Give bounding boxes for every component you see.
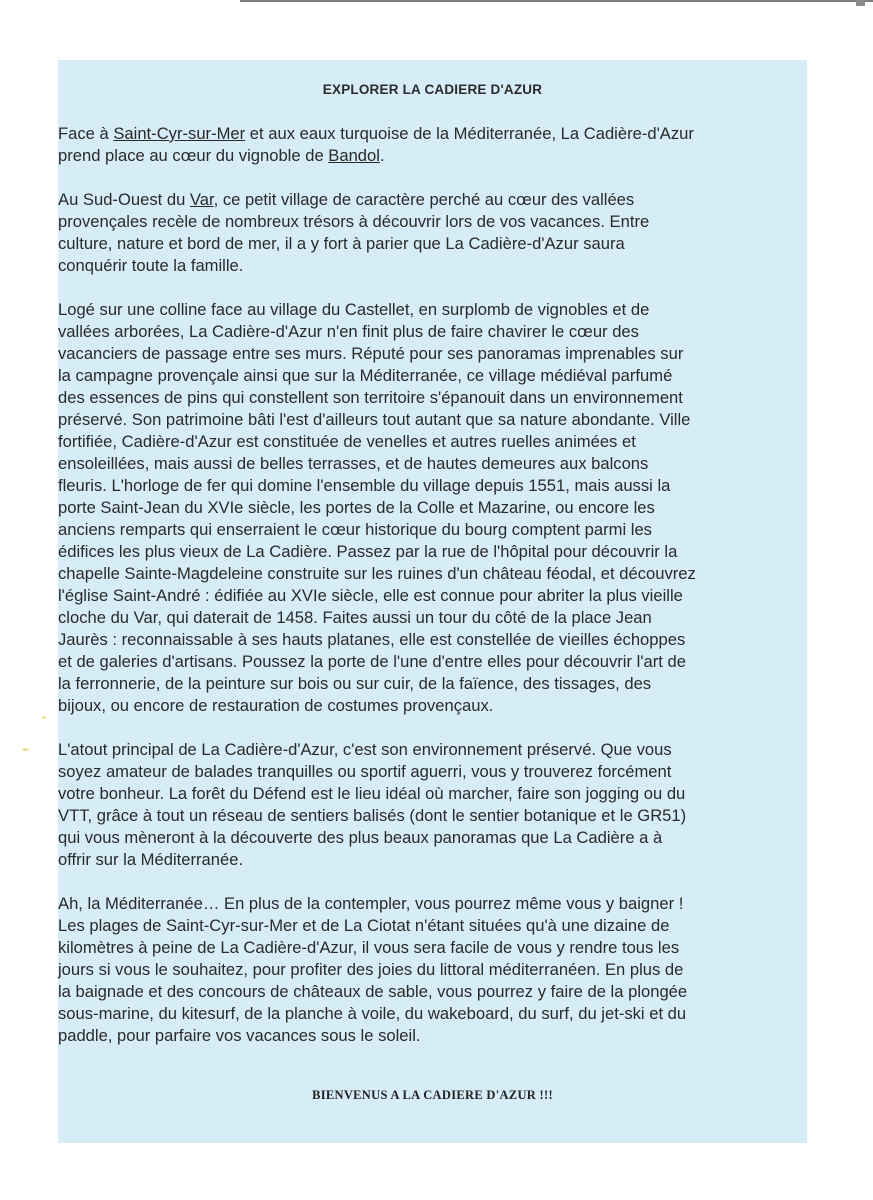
scan-edge-line — [240, 0, 873, 2]
document-footer: BIENVENUS A LA CADIERE D'AZUR !!! — [312, 1088, 553, 1102]
scan-speck — [22, 748, 29, 751]
document-body — [58, 123, 807, 1069]
paragraph-beaches: Ah, la Méditerranée… En plus de la contempler, vous pourrez même vous y baigner ! Les plages de Saint-Cyr-sur-Mer et de La Ciotat n'étant situées qu'à une dizaine de kilomètres à peine de La Cadière-d'Azur, il vous sera facile de vous y rendre tous les jours si vous le souhaitez, pour profiter des joies du littoral méditerranéen. En plus de la baignade et des concours de châteaux de sable, vous pourrez y faire de la plongée sous-marine, du kitesurf, de la planche à voile, du wakeboard, du surf, du jet-ski et du paddle, pour parfaire vos vacances sous le soleil. — [58, 894, 688, 1045]
link-bandol[interactable]: Bandol — [328, 146, 380, 165]
paragraph-intro-text-start: Face à — [58, 124, 114, 143]
paragraph-intro-text-middle: et aux eaux turquoise de la Méditerranée, La Cadière-d'Azur prend place au cœur du vignoble de — [58, 124, 694, 165]
link-var[interactable]: Var — [189, 190, 214, 209]
paragraph-nature: L'atout principal de La Cadière-d'Azur, c'est son environnement préservé. Que vous soyez amateur de balades tranquilles ou sportif aguerri, vous y trouverez forcément votre bonheur. La forêt du Défend est le lieu idéal où marcher, faire son jogging ou du VTT, grâce à tout un réseau de sentiers balisés (dont le sentier botanique et le GR51) qui vous mèneront à la découverte des plus beaux panoramas que La Cadière a à offrir sur la Méditerranée. — [58, 740, 687, 869]
paragraph-heritage: Logé sur une colline face au village du Castellet, en surplomb de vignobles et de vallées arborées, La Cadière-d'Azur n'en finit plus de faire chavirer le cœur des vacanciers de passage entre ses murs. Réputé pour ses panoramas imprenables sur la campagne provençale ainsi que sur la Méditerranée, ce village médiéval parfumé des essences de pins qui constellent son territoire s'épanouit dans un environnement préservé. Son patrimoine bâti l'est d'ailleurs tout autant que sa nature abondante. Ville fortifiée, Cadière-d'Azur est constituée de venelles et autres ruelles animées et ensoleillées, mais aussi de belles terrasses, et de hautes demeures aux balcons fleuris. L'horloge de fer qui domine l'ensemble du village depuis 1551, mais aussi la porte Saint-Jean du XVIe siècle, les portes de la Colle et Mazarine, ou encore les anciens remparts qui enserraient le cœur historique du bourg comptent parmi les édifices les plus vieux de La Cadière. Passez par la rue de l'hôpital pour découvrir la chapelle Sainte-Magdeleine construite sur les ruines d'un château féodal, et découvrez l'église Saint-André : édifiée au XVIe siècle, elle est connue pour abriter la plus vieille cloche du Var, qui daterait de 1458. Faites aussi un tour du côté de la place Jean Jaurès : reconnaissable à ses hauts platanes, elle est constellée de vieilles échoppes et de galeries d'artisans. Poussez la porte de l'une d'entre elles pour découvrir l'art de la ferronnerie, de la peinture sur bois ou sur cuir, de la faïence, des tissages, des bijoux, ou encore de restauration de costumes provençaux. — [58, 300, 696, 715]
link-saint-cyr-sur-mer[interactable]: Saint-Cyr-sur-Mer — [113, 124, 246, 143]
document-title: EXPLORER LA CADIERE D'AZUR — [322, 82, 543, 97]
paragraph-location — [58, 189, 807, 277]
paragraph-intro-text-end: . — [379, 146, 385, 165]
paragraph-location-text-end: , ce petit village de caractère perché au cœur des vallées provençales recèle de nombreux trésors à découvrir lors de vos vacances. Entre culture, nature et bord de mer, il a y fort à parier que La Cadière-d'Azur saura conquérir toute la famille. — [58, 190, 650, 275]
scan-corner-mark — [856, 0, 865, 6]
scan-speck — [42, 716, 46, 719]
paragraph-intro — [58, 123, 807, 167]
document-page — [58, 60, 807, 1143]
paragraph-location-text-start: Au Sud-Ouest du — [58, 190, 190, 209]
